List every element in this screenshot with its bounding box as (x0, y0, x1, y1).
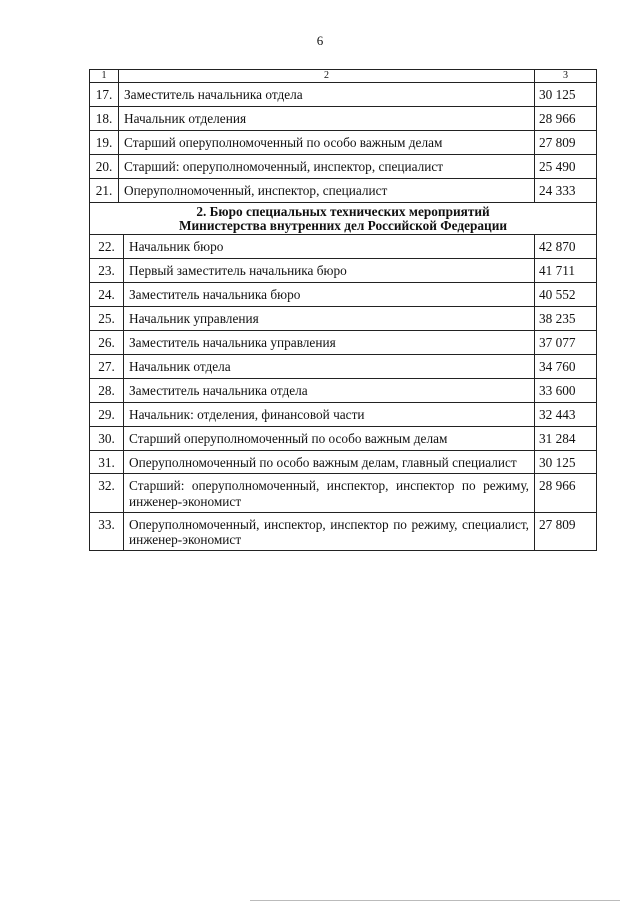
row-value: 38 235 (535, 307, 597, 331)
row-number: 24. (90, 283, 124, 307)
section-heading-row (90, 203, 597, 235)
table-header-row (90, 70, 597, 83)
row-number: 21. (90, 179, 119, 203)
row-value: 28 966 (535, 474, 597, 513)
row-title: Начальник отделения (119, 107, 535, 131)
table-row (90, 155, 597, 179)
table-row (90, 379, 597, 403)
row-title: Заместитель начальника бюро (124, 283, 535, 307)
row-value: 28 966 (535, 107, 597, 131)
row-value: 37 077 (535, 331, 597, 355)
row-value: 41 711 (535, 259, 597, 283)
table-row (90, 307, 597, 331)
page-number: 6 (316, 33, 324, 48)
row-number: 17. (90, 83, 119, 107)
row-title: Старший оперуполномоченный по особо важным делам (124, 427, 535, 451)
row-title: Заместитель начальника управления (124, 331, 535, 355)
salary-table (89, 69, 597, 551)
row-value: 27 809 (535, 131, 597, 155)
row-number: 32. (90, 474, 124, 513)
section-heading (90, 203, 597, 235)
row-value: 32 443 (535, 403, 597, 427)
table-row (90, 259, 597, 283)
row-number: 23. (90, 259, 124, 283)
row-number: 25. (90, 307, 124, 331)
row-value: 34 760 (535, 355, 597, 379)
row-title: Начальник: отделения, финансовой части (124, 403, 535, 427)
row-title: Оперуполномоченный, инспектор, специалист (119, 179, 535, 203)
table-row (90, 179, 597, 203)
row-number: 29. (90, 403, 124, 427)
table-row (90, 131, 597, 155)
table-row (90, 83, 597, 107)
row-number: 30. (90, 427, 124, 451)
row-title: Старший оперуполномоченный по особо важным делам (119, 131, 535, 155)
row-value: 42 870 (535, 235, 597, 259)
row-value: 30 125 (535, 83, 597, 107)
column-header-title: 2 (119, 70, 535, 83)
row-title: Оперуполномоченный по особо важным делам, главный специалист (124, 451, 535, 474)
scan-edge-line (250, 900, 620, 901)
row-number: 26. (90, 331, 124, 355)
table-row (90, 474, 597, 513)
row-title: Начальник управления (124, 307, 535, 331)
table-row (90, 403, 597, 427)
table-row (90, 427, 597, 451)
row-value: 31 284 (535, 427, 597, 451)
row-value: 25 490 (535, 155, 597, 179)
row-title: Начальник бюро (124, 235, 535, 259)
row-title: Заместитель начальника отдела (119, 83, 535, 107)
row-number: 22. (90, 235, 124, 259)
row-value: 33 600 (535, 379, 597, 403)
row-title: Оперуполномоченный, инспектор, инспектор по режиму, специалист, инженер-экономист (124, 512, 535, 551)
row-number: 20. (90, 155, 119, 179)
table-row (90, 355, 597, 379)
row-title: Заместитель начальника отдела (124, 379, 535, 403)
row-title: Начальник отдела (124, 355, 535, 379)
table-row (90, 283, 597, 307)
column-header-number: 1 (90, 70, 119, 83)
row-number: 31. (90, 451, 124, 474)
row-value: 40 552 (535, 283, 597, 307)
row-number: 19. (90, 131, 119, 155)
row-number: 33. (90, 512, 124, 551)
row-value: 30 125 (535, 451, 597, 474)
row-value: 24 333 (535, 179, 597, 203)
section-heading-line1: 2. Бюро специальных технических мероприятий (196, 204, 490, 219)
row-title: Старший: оперуполномоченный, инспектор, специалист (119, 155, 535, 179)
table-row (90, 451, 597, 474)
row-title: Первый заместитель начальника бюро (124, 259, 535, 283)
table-row (90, 235, 597, 259)
table-row (90, 331, 597, 355)
row-value: 27 809 (535, 512, 597, 551)
row-number: 27. (90, 355, 124, 379)
section-heading-line2: Министерства внутренних дел Российской Федерации (178, 218, 508, 233)
row-title: Старший: оперуполномоченный, инспектор, инспектор по режиму, инженер-экономист (124, 474, 535, 513)
table-row (90, 107, 597, 131)
table-row (90, 512, 597, 551)
column-header-value: 3 (535, 70, 597, 83)
row-number: 18. (90, 107, 119, 131)
row-number: 28. (90, 379, 124, 403)
